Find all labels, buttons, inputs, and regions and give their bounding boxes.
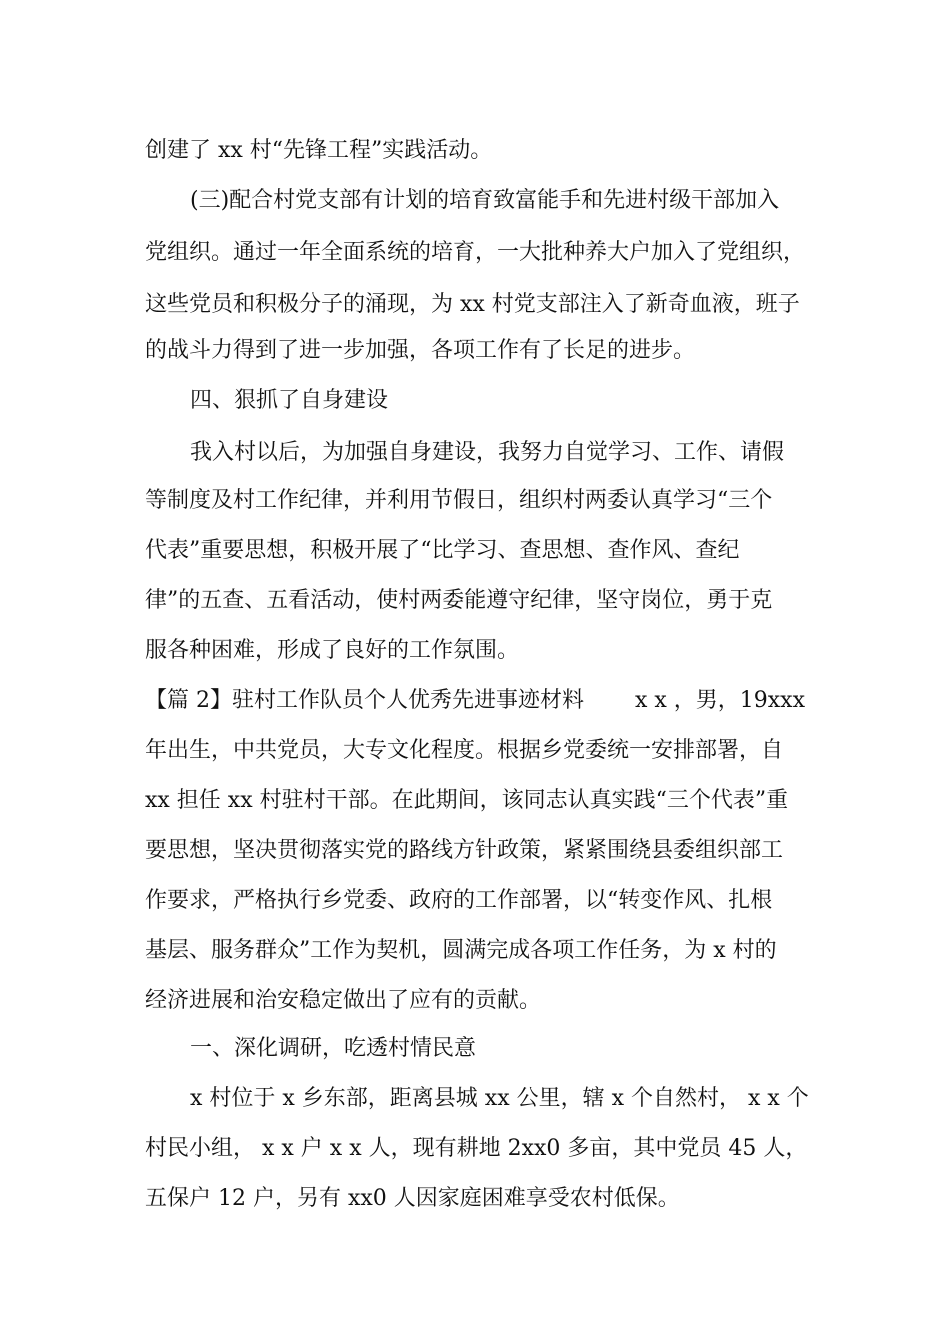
text-line: 村民小组， x x 户 x x 人，现有耕地 2xx0 多亩，其中党员 45 人， — [145, 1136, 808, 1161]
text-line: 要思想，坚决贯彻落实党的路线方针政策，紧紧围绕县委组织部工 — [145, 838, 784, 863]
text-line: 五保户 12 户，另有 xx0 人因家庭困难享受农村低保。 — [145, 1186, 680, 1211]
text-line: 我入村以后，为加强自身建设，我努力自觉学习、工作、请假 — [190, 440, 785, 465]
text-line: 等制度及村工作纪律，并利用节假日，组织村两委认真学习“三个 — [145, 488, 773, 513]
text-line: 创建了 xx 村“先锋工程”实践活动。 — [145, 138, 493, 163]
text-line: xx 担任 xx 村驻村干部。在此期间，该同志认真实践“三个代表”重 — [145, 788, 789, 813]
text-line: 的战斗力得到了进一步加强，各项工作有了长足的进步。 — [145, 338, 696, 363]
text-line: x 村位于 x 乡东部，距离县城 xx 公里，辖 x 个自然村， x x 个 — [190, 1086, 809, 1111]
text-line: 经济进展和治安稳定做出了应有的贡献。 — [145, 988, 542, 1013]
text-line: 党组织。通过一年全面系统的培育，一大批种养大户加入了党组织， — [145, 240, 806, 265]
text-line: 基层、服务群众”工作为契机，圆满完成各项工作任务，为 x 村的 — [145, 938, 777, 963]
text-line: 代表”重要思想，积极开展了“比学习、查思想、查作风、查纪 — [145, 538, 740, 563]
text-line: (三)配合村党支部有计划的培育致富能手和先进村级干部加入 — [190, 188, 780, 213]
text-line: 律”的五查、五看活动，使村两委能遵守纪律，坚守岗位，勇于克 — [145, 588, 773, 613]
text-line: 作要求，严格执行乡党委、政府的工作部署，以“转变作风、扎根 — [145, 888, 773, 913]
section-heading: 一、深化调研，吃透村情民意 — [190, 1036, 477, 1061]
text-line: 年出生，中共党员，大专文化程度。根据乡党委统一安排部署，自 — [145, 738, 784, 763]
text-line: 这些党员和积极分子的涌现，为 xx 村党支部注入了新奇血液，班子 — [145, 292, 800, 317]
section-heading: 四、狠抓了自身建设 — [190, 388, 389, 413]
article-heading-line: 【篇 2】驻村工作队员个人优秀先进事迹材料 x x ，男，19xxx — [145, 688, 806, 713]
text-line: 服各种困难，形成了良好的工作氛围。 — [145, 638, 520, 663]
